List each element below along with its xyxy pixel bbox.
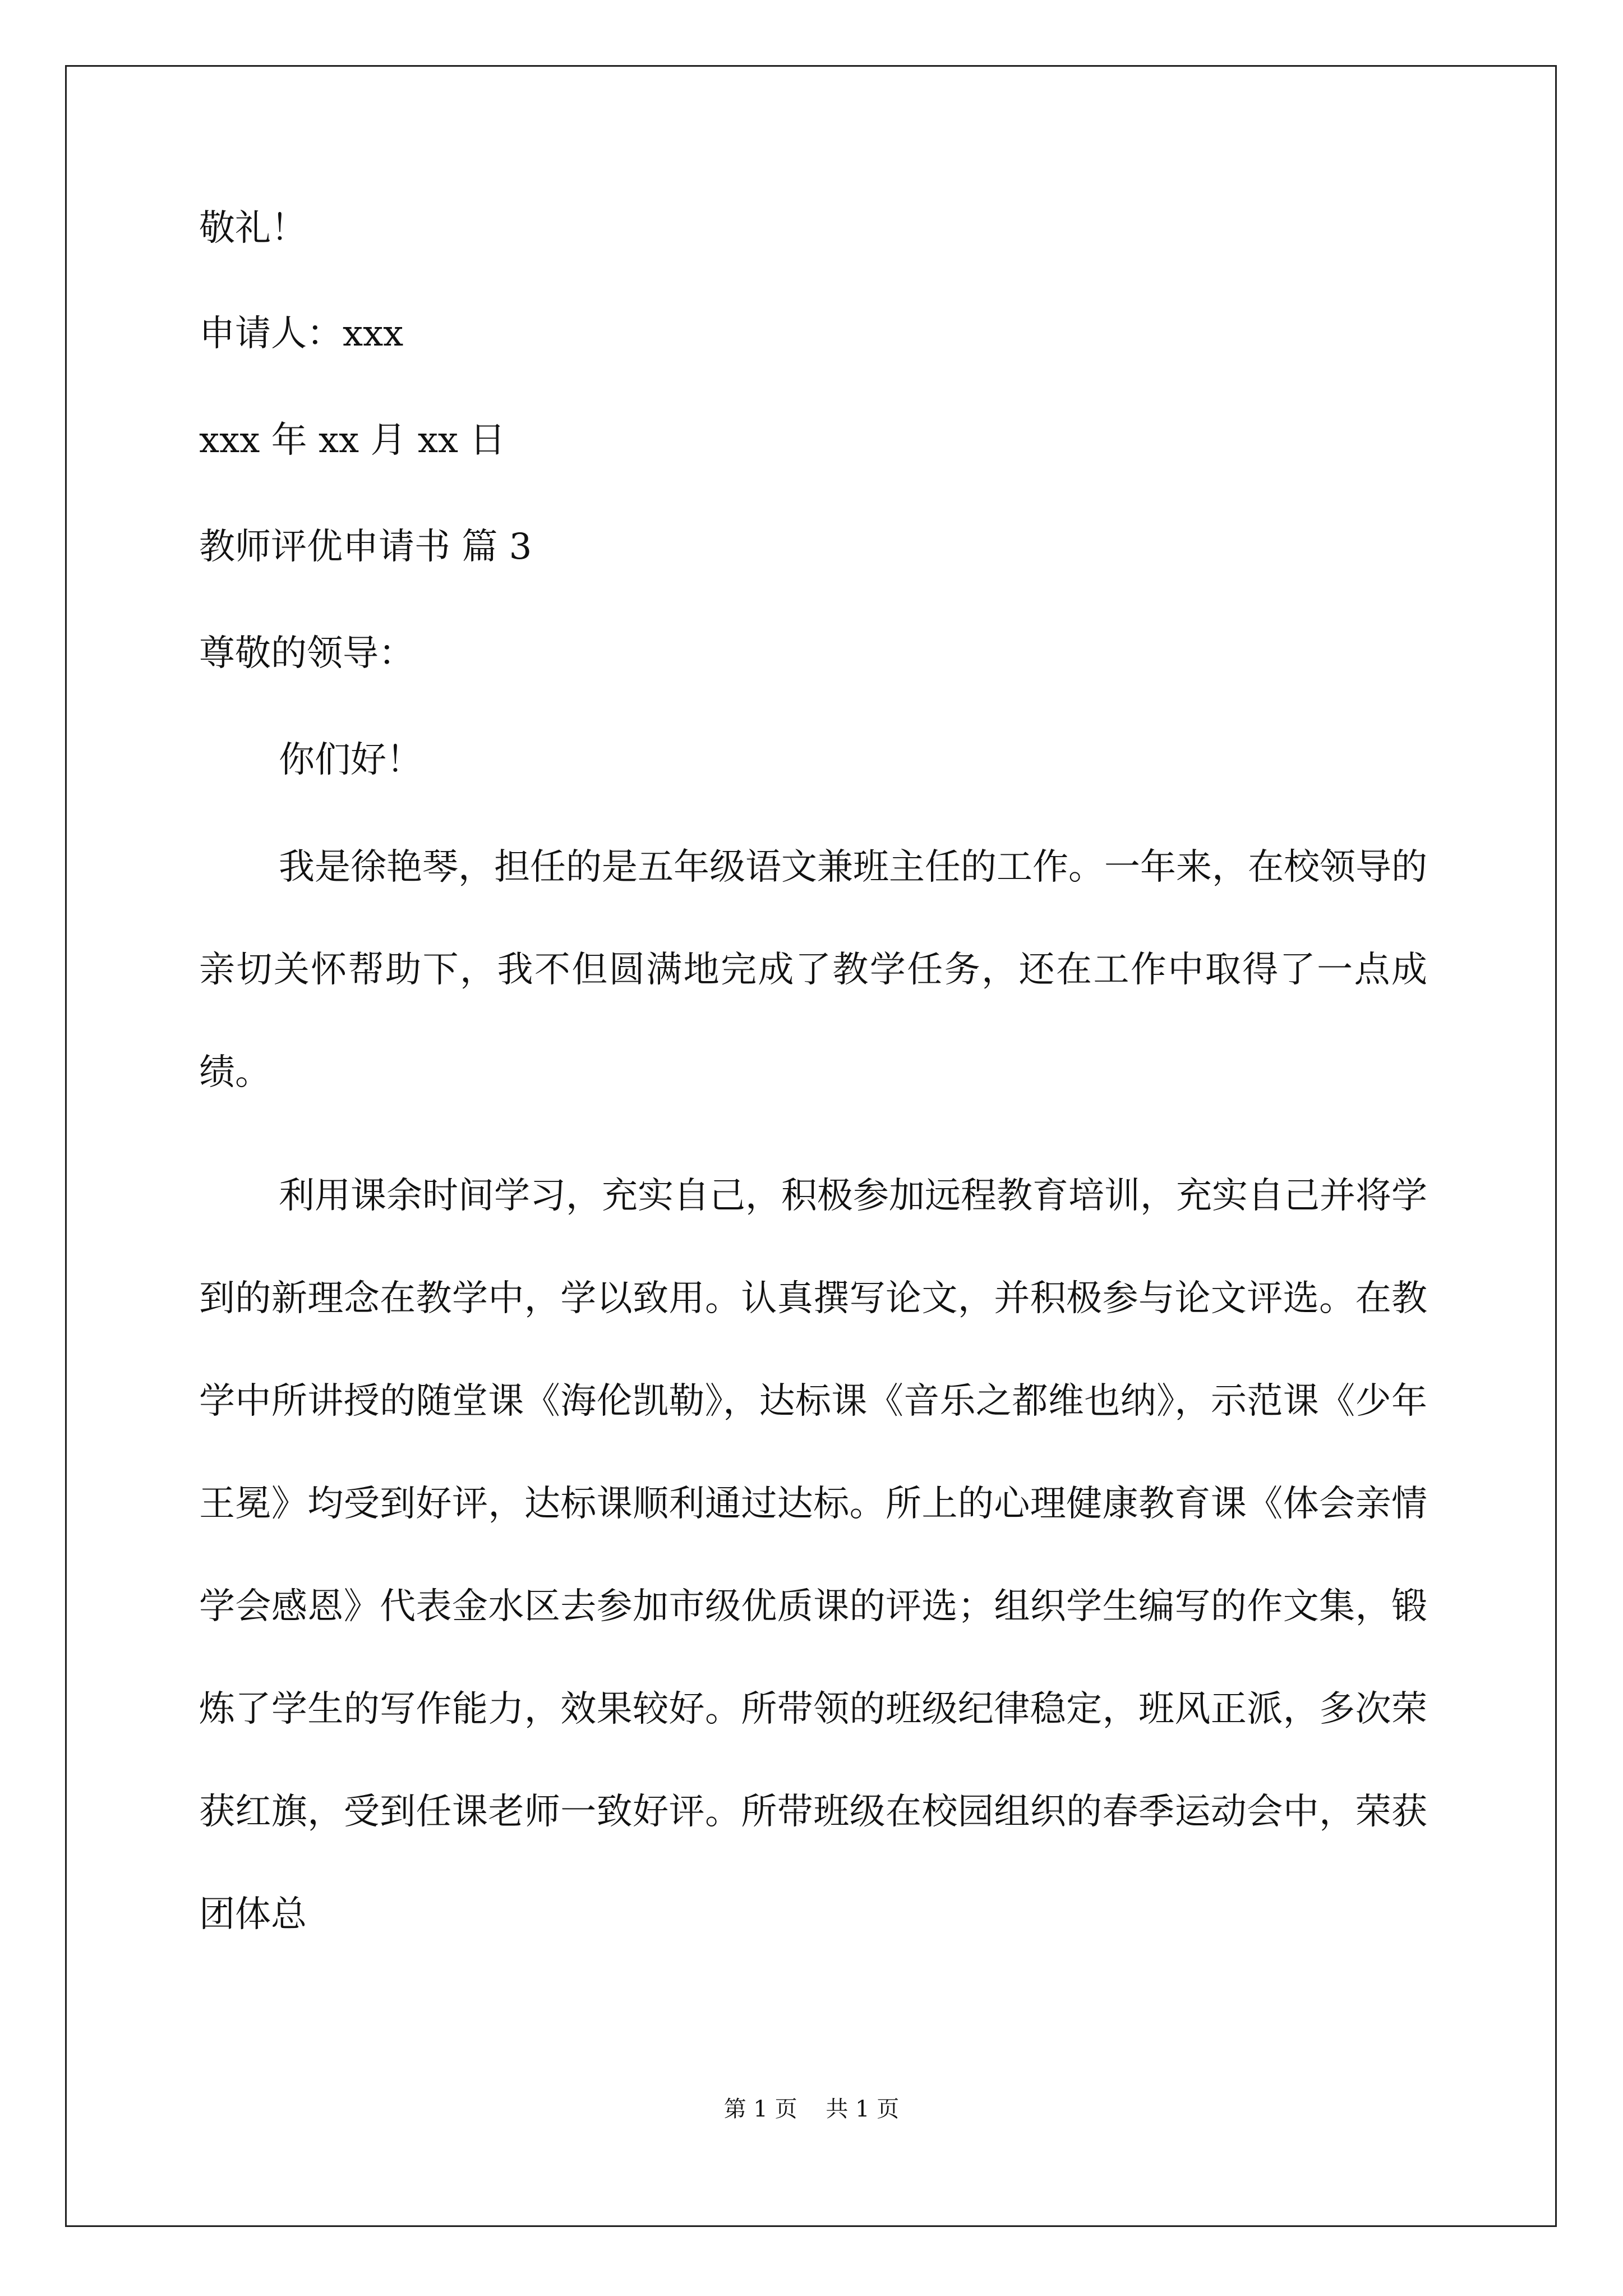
date-line: xxx 年 xx 月 xx 日 bbox=[199, 420, 506, 461]
section-title: 教师评优申请书 篇 3 bbox=[199, 526, 532, 568]
page-footer: 第 1 页 共 1 页 bbox=[723, 2096, 900, 2122]
closing-line: 敬礼！ bbox=[199, 208, 307, 249]
greeting-line: 你们好！ bbox=[279, 739, 422, 781]
applicant-line: 申请人：xxx bbox=[199, 313, 404, 355]
paragraph-2: 利用课余时间学习，充实自己，积极参加远程教育培训，充实自己并将学到的新理念在教学中，学以致用。认真撰写论文，并积极参与论文评选。在教学中所讲授的随堂课《海伦凯勒》，达标课《音乐之都维也纳》，示范课《少年王冕》均受到好评，达标课顺利通过达标。所上的心理健康教育课《体会亲情学会感恩》代表金水区去参加市级优质课的评选；组织学生编写的作文集，锻炼了学生的写作能力，效果较好。所带领的班级纪律稳定，班风正派，多次荣获红旗，受到任课老师一致好评。所带班级在校园组织的春季运动会中，荣获团体总 bbox=[199, 1175, 1427, 1935]
paragraph-1: 我是徐艳琴，担任的是五年级语文兼班主任的工作。一年来，在校领导的亲切关怀帮助下，我不但圆满地完成了教学任务，还在工作中取得了一点成绩。 bbox=[199, 846, 1427, 1093]
salutation-line: 尊敬的领导： bbox=[199, 633, 414, 674]
